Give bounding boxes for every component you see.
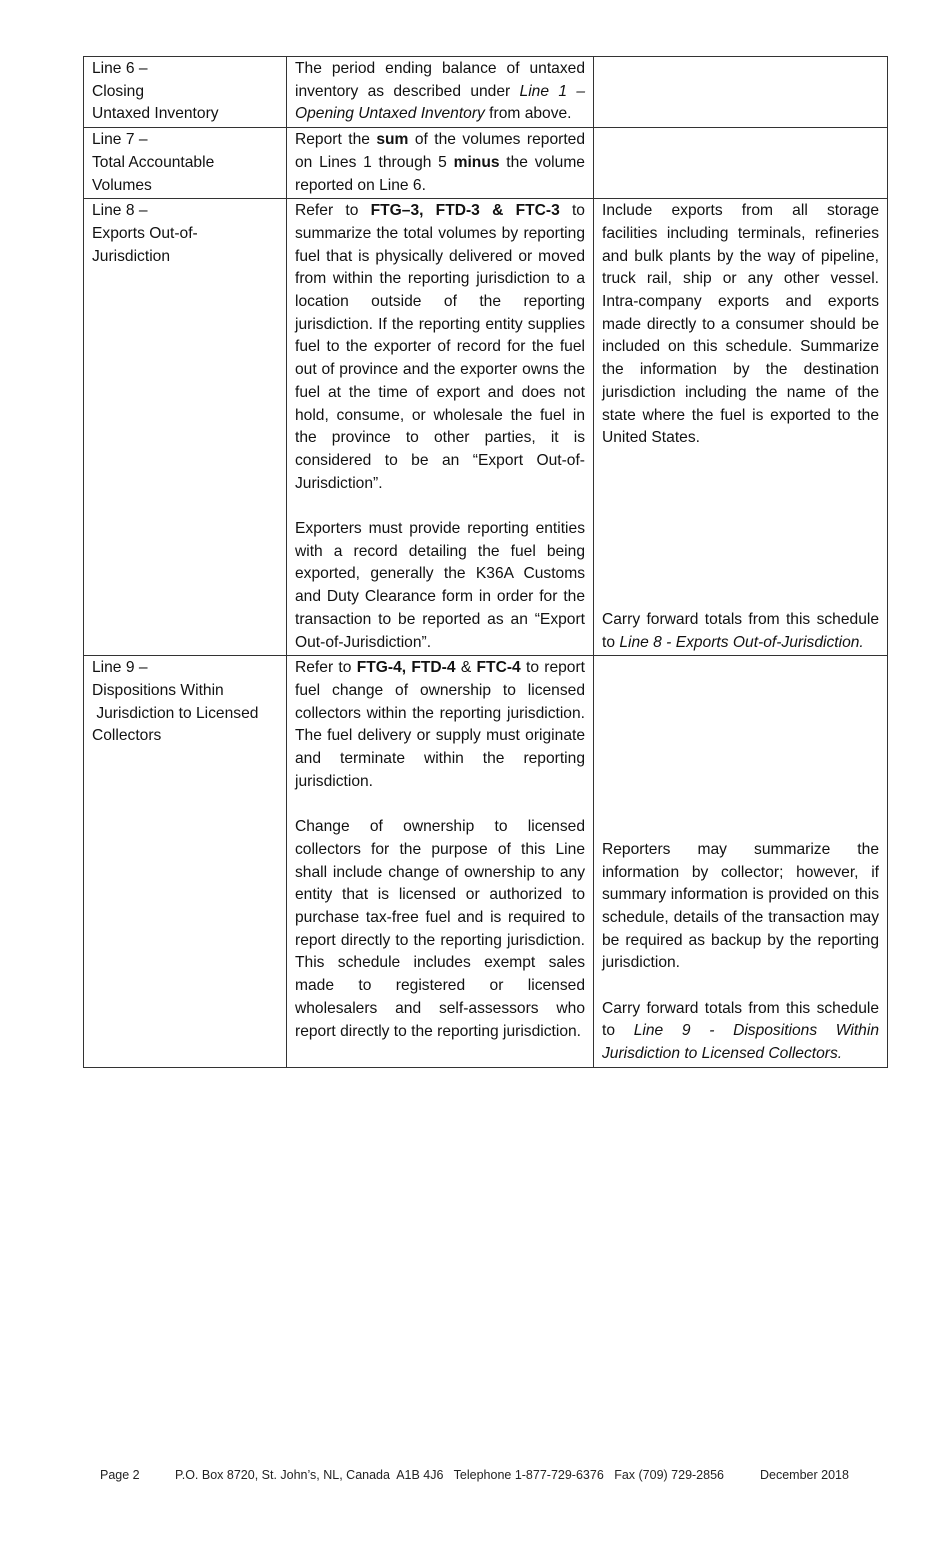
table-row xyxy=(84,128,888,199)
line-label-cell xyxy=(84,57,287,128)
contact-address: P.O. Box 8720, St. John’s, NL, Canada A1B 4J6 Telephone 1-877-729-6376 Fax (709) 729-2856 xyxy=(175,1468,724,1482)
line-notes-cell xyxy=(594,128,888,199)
line-label: Total Accountable xyxy=(92,153,215,171)
line-notes-cell xyxy=(594,656,888,1068)
line-label: Line 8 – xyxy=(92,202,148,220)
line-label: Closing xyxy=(92,82,145,100)
table-row xyxy=(84,656,888,1068)
line-label-cell xyxy=(84,128,287,199)
line-label: Jurisdiction xyxy=(92,247,170,265)
description-paragraph: The period ending balance of untaxed inventory as described under Line 1 – Opening Untaxed Inventory from above. xyxy=(295,60,585,123)
revision-date: December 2018 xyxy=(760,1468,849,1482)
description-paragraph: Exporters must provide reporting entities with a record detailing the fuel being exported, generally the K36A Customs and Duty Clearance form in order for the transaction to be reported as an “Export Out-of-Jurisdiction”. xyxy=(295,520,585,651)
table-row xyxy=(84,57,888,128)
fuel-tax-lines-table xyxy=(83,56,888,1068)
line-description-cell xyxy=(287,128,594,199)
carry-forward-note: Carry forward totals from this schedule to Line 8 - Exports Out-of-Jurisdiction. xyxy=(602,610,879,651)
description-paragraph: Refer to FTG-4, FTD-4 & FTC-4 to report fuel change of ownership to licensed collectors within the reporting jurisdiction. The fuel delivery or supply must originate and terminate within the reporting jurisdiction. xyxy=(295,659,586,790)
description-paragraph: Report the sum of the volumes reported on Lines 1 through 5 minus the volume reported on Line 6. xyxy=(295,131,585,194)
notes-paragraph: Include exports from all storage facilities including terminals, refineries and bulk plants by the way of pipeline, truck rail, ship or any other vessel. Intra-company exports and exports made directly to a consumer should be included on this schedule. Summarize the information by the destination jurisdiction including the name of the state where the fuel is exported to the United States. xyxy=(602,202,879,447)
line-description-cell xyxy=(287,57,594,128)
line-label: Exports Out-of- xyxy=(92,224,198,242)
line-notes-cell xyxy=(594,199,888,656)
line-label: Collectors xyxy=(92,727,162,745)
line-label: Dispositions Within xyxy=(92,681,224,699)
line-description-cell xyxy=(287,199,594,656)
line-description-cell xyxy=(287,656,594,1068)
table-row xyxy=(84,199,888,656)
line-notes-cell xyxy=(594,57,888,128)
line-label-cell xyxy=(84,656,287,1068)
notes-paragraph: Reporters may summarize the information by collector; however, if summary information is provided on this schedule, details of the transaction may be required as backup by the reporting jurisdiction. xyxy=(602,840,879,972)
line-label: Line 7 – xyxy=(92,131,148,149)
line-label: Line 9 – xyxy=(92,659,148,677)
description-paragraph: Change of ownership to licensed collectors for the purpose of this Line shall include change of ownership to any entity that is licensed or authorized to purchase tax-free fuel and is required to report directly to the reporting jurisdiction. This schedule includes exempt sales made to registered or licensed wholesalers and self-assessors who report directly to the reporting jurisdiction. xyxy=(295,818,585,1040)
line-label: Jurisdiction to Licensed xyxy=(92,704,259,722)
carry-forward-note: Carry forward totals from this schedule to Line 9 - Dispositions Within Jurisdiction to Licensed Collectors. xyxy=(602,999,879,1063)
line-label: Untaxed Inventory xyxy=(92,105,219,123)
line-label: Line 6 – xyxy=(92,60,148,77)
line-label-cell xyxy=(84,199,287,656)
line-label: Volumes xyxy=(92,176,152,194)
description-paragraph: Refer to FTG–3, FTD-3 & FTC-3 to summarize the total volumes by reporting fuel that is physically delivered or moved from within the reporting jurisdiction to a location outside of the reporting jurisdiction. If the reporting entity supplies fuel to the exporter of record for the fuel out of province and the exporter owns the fuel at the time of export and does not hold, consume, or wholesale the fuel in the province to other parties, it is considered to be an “Export Out-of-Jurisdiction”. xyxy=(295,202,585,492)
page-number: Page 2 xyxy=(100,1468,140,1482)
